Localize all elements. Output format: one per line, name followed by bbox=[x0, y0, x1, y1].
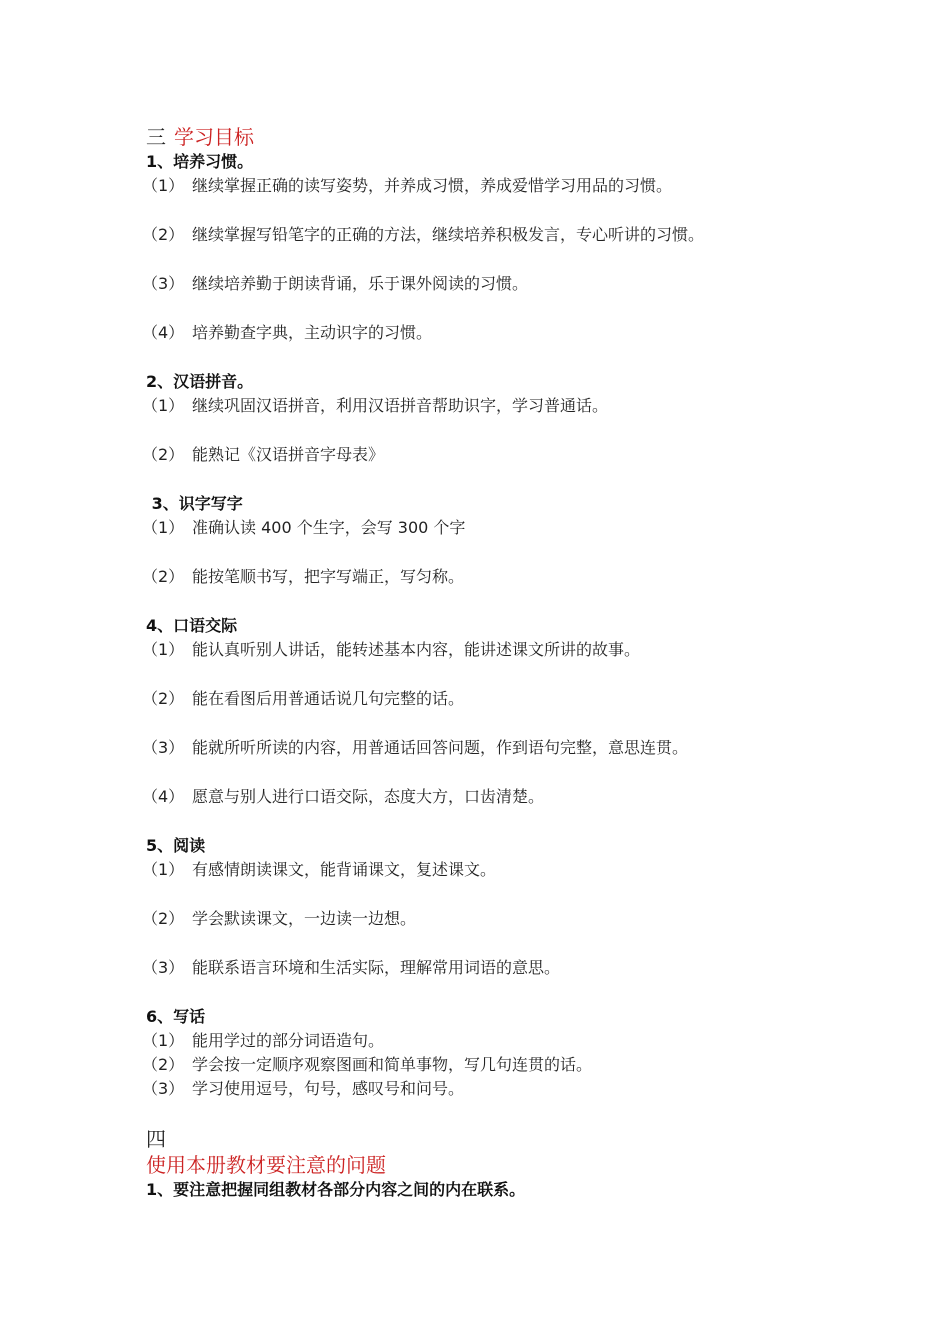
list-item: （2） 学会默读课文，一边读一边想。 bbox=[142, 909, 417, 928]
list-item: （1） 有感情朗读课文，能背诵课文，复述课文。 bbox=[142, 860, 497, 879]
group-2-heading: 2、汉语拼音。 bbox=[146, 372, 254, 391]
list-item: （3） 学习使用逗号，句号，感叹号和问号。 bbox=[142, 1079, 465, 1098]
list-item: （1） 能认真听别人讲话，能转述基本内容，能讲述课文所讲的故事。 bbox=[142, 640, 641, 659]
list-item: （1） 继续掌握正确的读写姿势，并养成习惯，养成爱惜学习用品的习惯。 bbox=[142, 176, 673, 195]
list-item: （1） 能用学过的部分词语造句。 bbox=[142, 1031, 385, 1050]
list-item: （2） 继续掌握写铅笔字的正确的方法，继续培养积极发言，专心听讲的习惯。 bbox=[142, 225, 705, 244]
list-item: （4） 愿意与别人进行口语交际，态度大方，口齿清楚。 bbox=[142, 787, 545, 806]
list-item: （1） 继续巩固汉语拼音，利用汉语拼音帮助识字，学习普通话。 bbox=[142, 396, 609, 415]
list-item: （1） 准确认读 400 个生字，会写 300 个字 bbox=[142, 518, 466, 537]
list-item: （3） 能联系语言环境和生活实际，理解常用词语的意思。 bbox=[142, 958, 561, 977]
group-5-heading: 5、阅读 bbox=[146, 836, 206, 855]
list-item: （2） 能按笔顺书写，把字写端正，写匀称。 bbox=[142, 567, 465, 586]
section-4-heading: 使用本册教材要注意的问题 bbox=[146, 1153, 386, 1177]
group-4-heading: 4、口语交际 bbox=[146, 616, 238, 635]
section-4-number: 四 bbox=[146, 1127, 166, 1151]
list-item: （2） 学会按一定顺序观察图画和简单事物，写几句连贯的话。 bbox=[142, 1055, 593, 1074]
section-3-heading: 学习目标 bbox=[174, 125, 254, 149]
group-3-heading: 3、识字写字 bbox=[146, 494, 243, 513]
group-6-heading: 6、写话 bbox=[146, 1007, 206, 1026]
list-item: （2） 能在看图后用普通话说几句完整的话。 bbox=[142, 689, 465, 708]
section-3-title bbox=[146, 124, 866, 150]
list-item: （2） 能熟记《汉语拼音字母表》 bbox=[142, 445, 385, 464]
section-3-number: 三 bbox=[146, 125, 166, 149]
section-4-first-point: 1、要注意把握同组教材各部分内容之间的内在联系。 bbox=[146, 1180, 526, 1199]
list-item: （4） 培养勤查字典，主动识字的习惯。 bbox=[142, 323, 433, 342]
group-1-heading: 1、培养习惯。 bbox=[146, 152, 254, 171]
list-item: （3） 能就所听所读的内容，用普通话回答问题，作到语句完整，意思连贯。 bbox=[142, 738, 689, 757]
list-item: （3） 继续培养勤于朗读背诵，乐于课外阅读的习惯。 bbox=[142, 274, 529, 293]
document-content bbox=[142, 124, 866, 1202]
